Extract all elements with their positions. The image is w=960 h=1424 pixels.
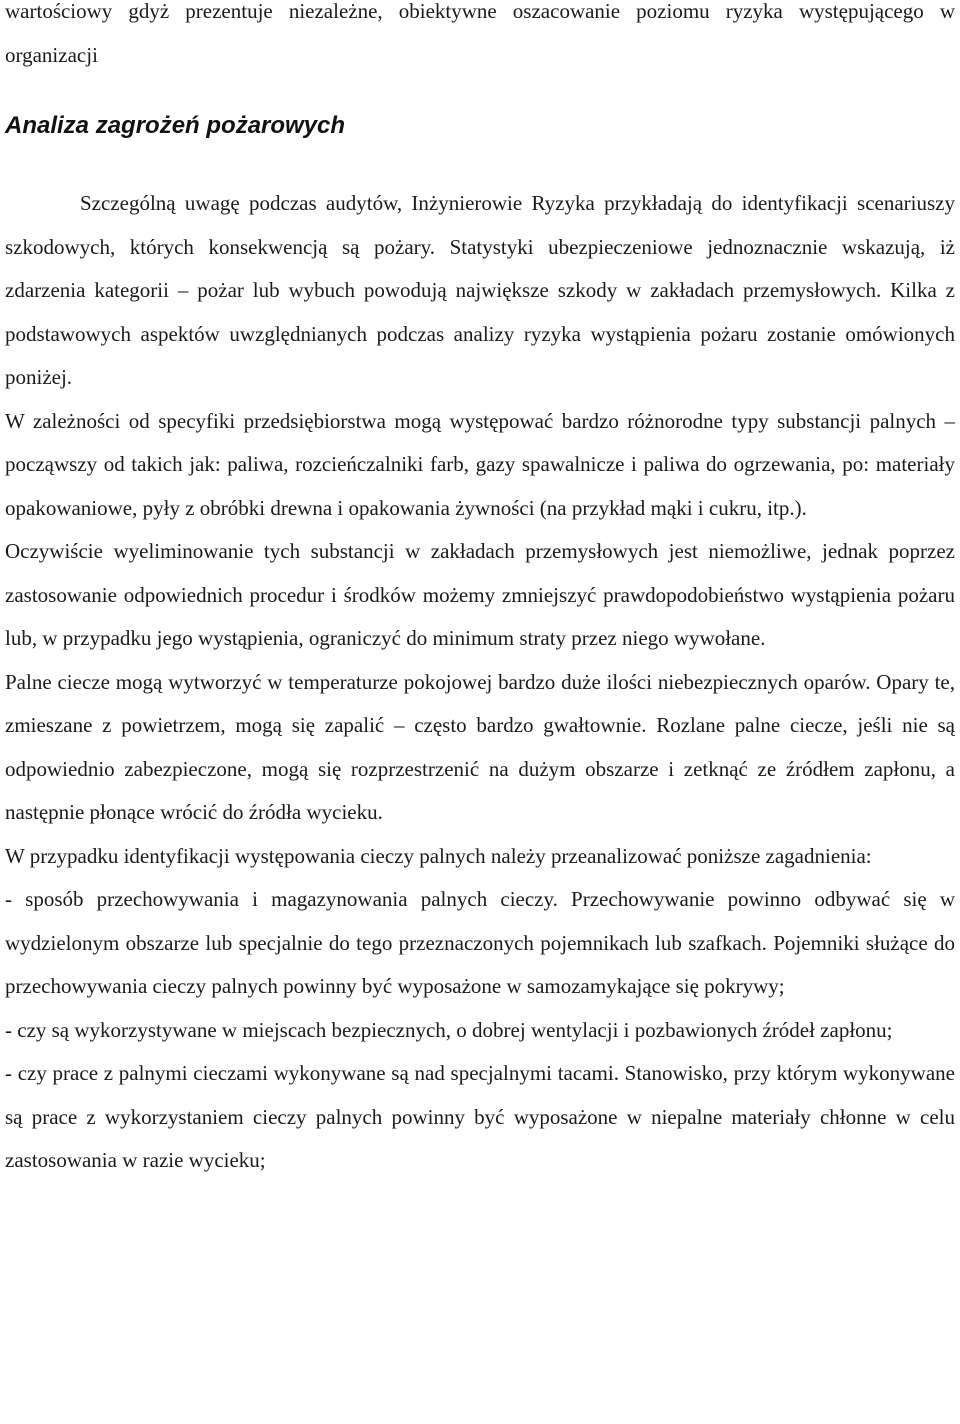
paragraph-fire-scenarios: Szczególną uwagę podczas audytów, Inżynierowie Ryzyka przykładają do identyfikacji scenariuszy szkodowych, których konsekwencją są pożary. Statystyki ubezpieczeniowe jednoznacznie wskazują, iż zdarzenia kategorii – pożar lub wybuch powodują największe szkody w zakładach przemysłowych. Kilka z podstawowych aspektów uwzględnianych podczas analizy ryzyka wystąpienia pożaru zostanie omówionych poniżej. [5, 191, 955, 389]
list-item-storage: - sposób przechowywania i magazynowania palnych cieczy. Przechowywanie powinno odbywać się w wydzielonym obszarze lub specjalnie do tego przeznaczonych pojemnikach lub szafkach. Pojemniki służące do przechowywania cieczy palnych powinny być wyposażone w samozamykające się pokrywy; [5, 887, 955, 998]
list-item-safe-places: - czy są wykorzystywane w miejscach bezpiecznych, o dobrej wentylacji i pozbawionych źródeł zapłonu; [5, 1017, 893, 1042]
paragraph-analysis-intro: W przypadku identyfikacji występowania cieczy palnych należy przeanalizować poniższe zagadnienia: [5, 843, 872, 868]
lead-paragraph: wartościowy gdyż prezentuje niezależne, obiektywne oszacowanie poziomu ryzyka występującego w organizacji [5, 0, 955, 67]
paragraph-elimination: Oczywiście wyeliminowanie tych substancji w zakładach przemysłowych jest niemożliwe, jednak poprzez zastosowanie odpowiednich procedur i środków możemy zmniejszyć prawdopodobieństwo wystąpienia pożaru lub, w przypadku jego wystąpienia, ograniczyć do minimum straty przez niego wywołane. [5, 539, 955, 650]
section-heading: Analiza zagrożeń pożarowych [5, 112, 346, 139]
paragraph-flammable-liquids: Palne ciecze mogą wytworzyć w temperaturze pokojowej bardzo duże ilości niebezpiecznych oparów. Opary te, zmieszane z powietrzem, mogą się zapalić – często bardzo gwałtownie. Rozlane palne ciecze, jeśli nie są odpowiednio zabezpieczone, mogą się rozprzestrzenić na dużym obszarze i zetknąć ze źródłem zapłonu, a następnie płonące wrócić do źródła wycieku. [5, 669, 955, 824]
paragraph-flammable-substances: W zależności od specyfiki przedsiębiorstwa mogą występować bardzo różnorodne typy substancji palnych – począwszy od takich jak: paliwa, rozcieńczalniki farb, gazy spawalnicze i paliwa do ogrzewania, po: materiały opakowaniowe, pyły z obróbki drewna i opakowania żywności (na przykład mąki i cukru, itp.). [5, 408, 955, 520]
list-item-trays: - czy prace z palnymi cieczami wykonywane są nad specjalnymi tacami. Stanowisko, przy którym wykonywane są prace z wykorzystaniem cieczy palnych powinny być wyposażone w niepalne materiały chłonne w celu zastosowania w razie wycieku; [5, 1061, 955, 1172]
